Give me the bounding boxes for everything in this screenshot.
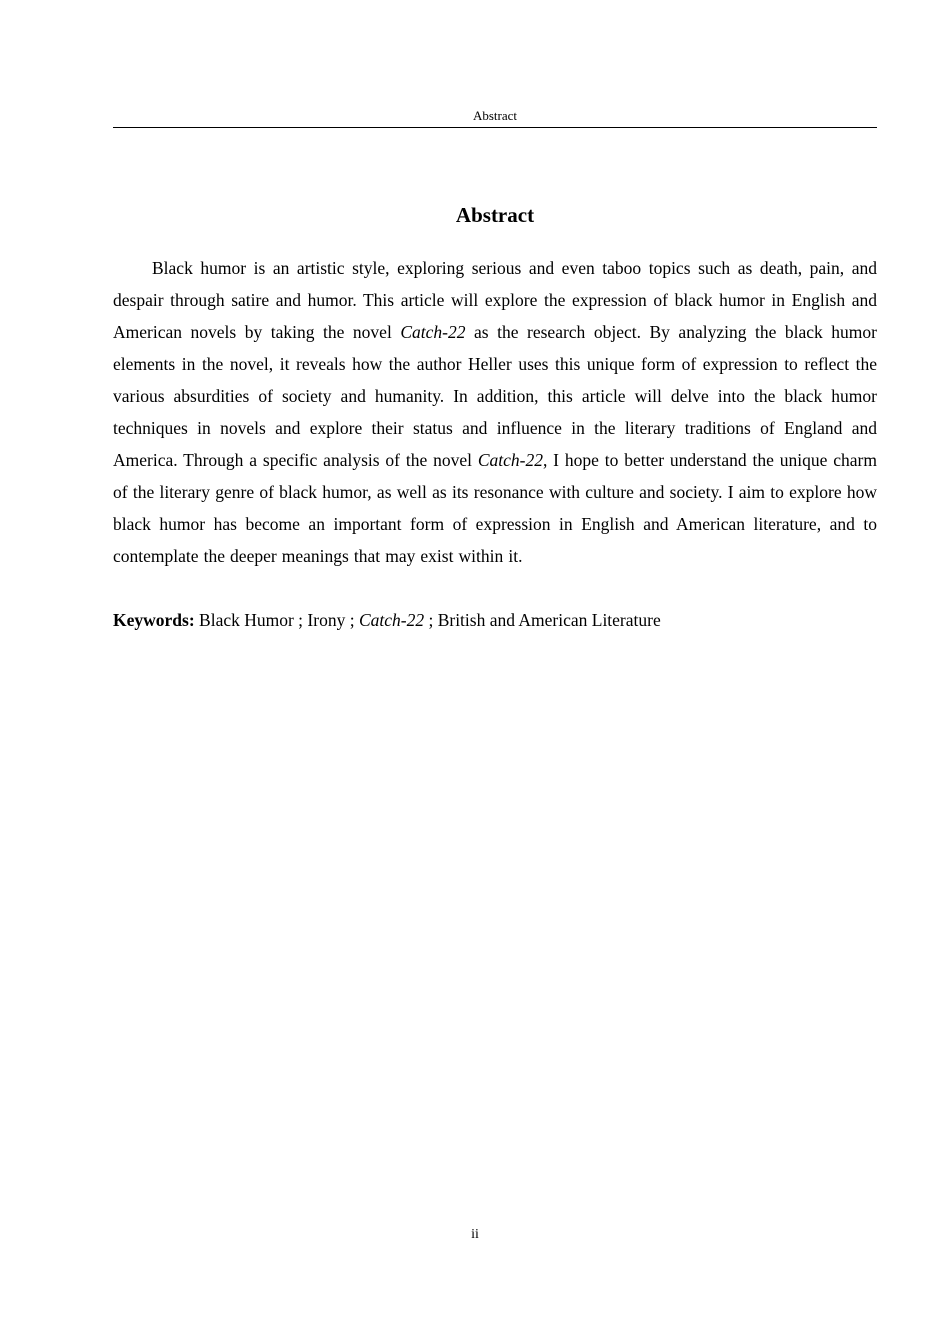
paragraph-segment-book-title: Catch-22 [400,322,466,342]
keywords-segment: ; British and American Literature [424,610,661,630]
keywords-label: Keywords: [113,610,195,630]
keywords-segment: Black Humor ; Irony ; [194,610,359,630]
paragraph-segment: , I hope to better understand the unique charm of the literary genre of black humor, as well as its resonance with culture and society. I aim to explore how black humor has become an important form of expression in English and American literature, and to contemplate the deeper meanings that may exist within it. [113,450,877,566]
page-title: Abstract [455,203,535,227]
paragraph-segment: Black humor is an artistic style, exploring serious and even taboo topics such as death, pain, and despair through satire and humor. This article will explore the expression of black humor in English and American novels by taking the novel [113,258,877,342]
page-header [113,108,877,128]
keywords-segment-book-title: Catch-22 [358,610,425,630]
paragraph-segment-book-title: Catch-22 [477,450,543,470]
running-head-text: Abstract [472,108,518,123]
paragraph-segment: as the research object. By analyzing the black humor elements in the novel, it reveals how the author Heller uses this unique form of expression to reflect the various absurdities of society and humanity. In addition, this article will delve into the black humor techniques in novels and explore their status and influence in the literary traditions of England and America. Through a specific analysis of the novel [113,322,877,470]
abstract-paragraph [113,252,877,572]
page-footer [0,1226,950,1244]
keywords-line [113,604,877,636]
page-number: ii [471,1227,479,1242]
